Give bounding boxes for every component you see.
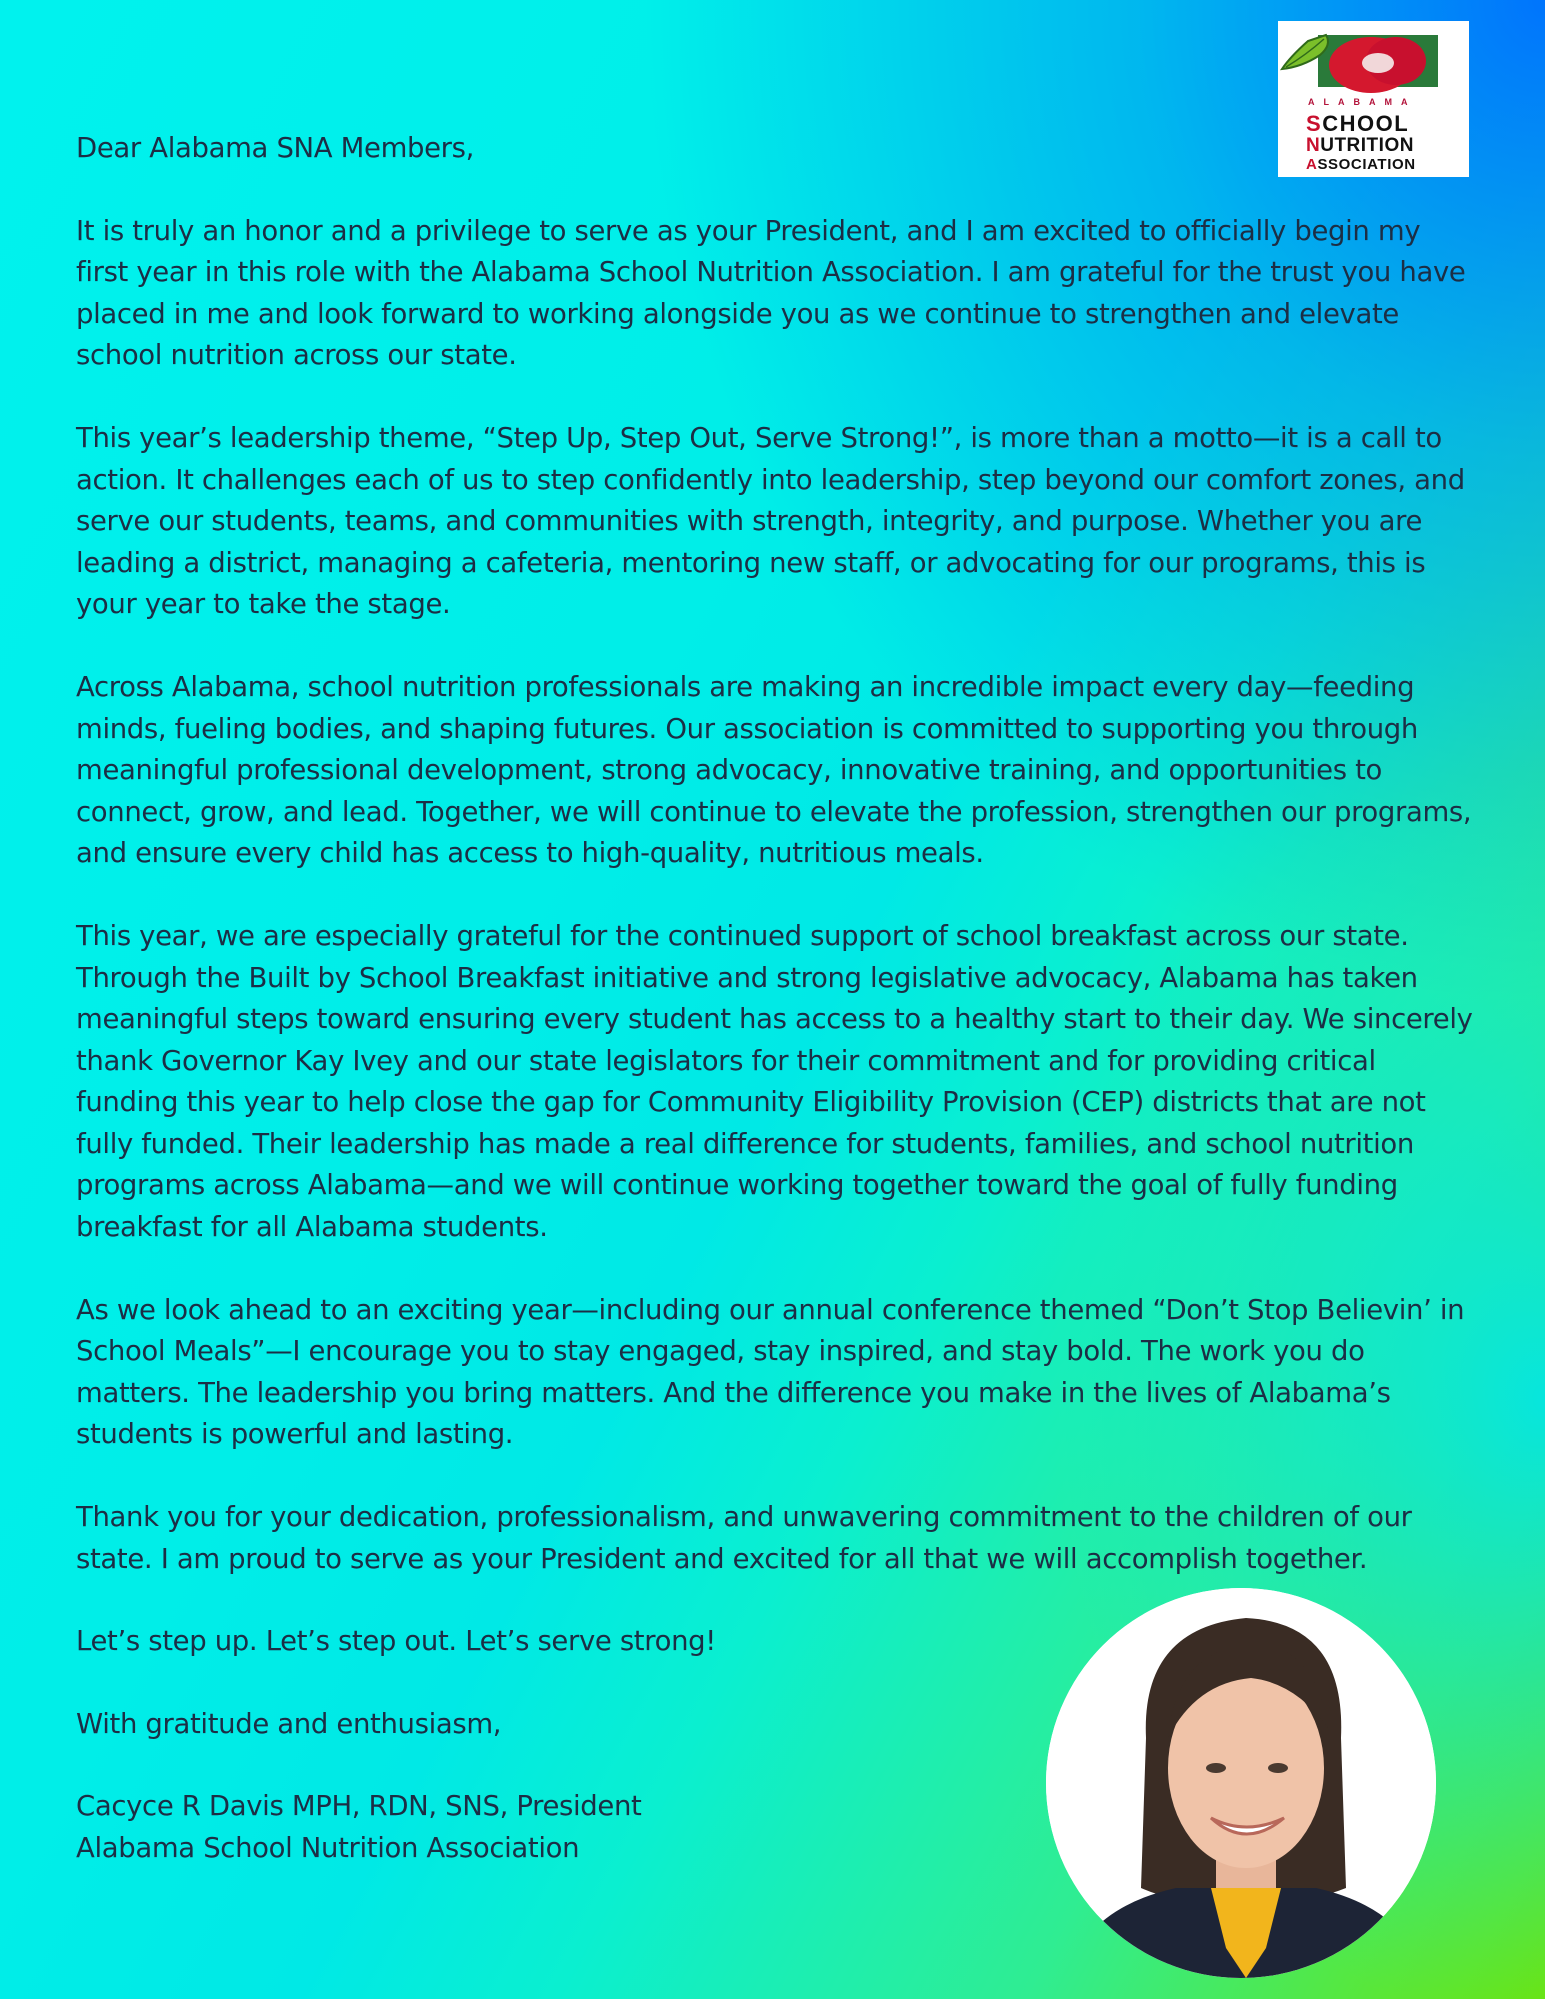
signature-name: Cacyce R Davis MPH, RDN, SNS, President xyxy=(76,1790,642,1823)
portrait-photo xyxy=(1046,1588,1436,1978)
letter-paragraph-1: It is truly an honor and a privilege to serve as your President, and I am excited to officially begin my first year in this role with the Alabama School Nutrition Association. I am grateful for the trust you have placed in me and look forward to working alongside you as we continue to strengthen and elevate school nutrition across our state. xyxy=(76,214,1466,372)
signature-org: Alabama School Nutrition Association xyxy=(76,1832,580,1864)
letter-paragraph-5: As we look ahead to an exciting year—including our annual conference themed “Don’t Stop Believin’ in School Meals”—I encourage you to stay engaged, stay inspired, and stay bold. The work you do matters. The leadership you bring matters. And the difference you make in the lives of Alabama’s students is powerful and lasting. xyxy=(76,1293,1465,1451)
letter-closing: With gratitude and enthusiasm, xyxy=(76,1707,502,1740)
letter-paragraph-3: Across Alabama, school nutrition professionals are making an incredible impact every day—feeding minds, fueling bodies, and shaping futures. Our association is committed to supporting you through meaningful professional development, strong advocacy, innovative training, and opportunities to connect, grow, and lead. Together, we will continue to elevate the profession, strengthen our programs, and ensure every child has access to high-quality, nutritious meals. xyxy=(76,670,1472,870)
letter-greeting: Dear Alabama SNA Members, xyxy=(76,132,475,164)
letter-paragraph-6: Thank you for your dedication, professionalism, and unwavering commitment to the children of our state. I am proud to serve as your President and excited for all that we will accomplish together. xyxy=(76,1501,1412,1575)
logo-line-school: SCHOOL xyxy=(1306,111,1410,136)
letter-rally: Let’s step up. Let’s step out. Let’s serve strong! xyxy=(76,1625,716,1658)
letter-paragraph-2: This year’s leadership theme, “Step Up, Step Out, Serve Strong!”, is more than a motto—it is a call to action. It challenges each of us to step confidently into leadership, step beyond our comfort zones, and serve our students, teams, and communities with strength, integrity, and purpose. Whether you are leading a district, managing a cafeteria, mentoring new staff, or advocating for our programs, this is your year to take the stage. xyxy=(76,421,1465,621)
apple-logo-icon xyxy=(1278,21,1469,99)
logo-line-association: ASSOCIATION xyxy=(1306,156,1416,173)
logo-line-nutrition: NUTRITION xyxy=(1306,135,1414,156)
letter-paragraph-4: This year, we are especially grateful for the continued support of school breakfast across our state. Through the Built by School Breakfast initiative and strong legislative advocacy, Alabama has taken meaningful steps toward ensuring every student has access to a healthy start to their day. We sincerely thank Governor Kay Ivey and our state legislators for their commitment and for providing critical funding this year to help close the gap for Community Eligibility Provision (CEP) districts that are not fully funded. Their leadership has made a real difference for students, families, and school nutrition programs across Alabama—and we will continue working together toward the goal of fully funding breakfast for all Alabama students. xyxy=(76,919,1473,1244)
logo-state: ALABAMA xyxy=(1308,97,1417,107)
president-portrait xyxy=(1046,1588,1436,1978)
asna-logo xyxy=(1278,21,1469,177)
logo-wordmark xyxy=(1306,98,1466,172)
